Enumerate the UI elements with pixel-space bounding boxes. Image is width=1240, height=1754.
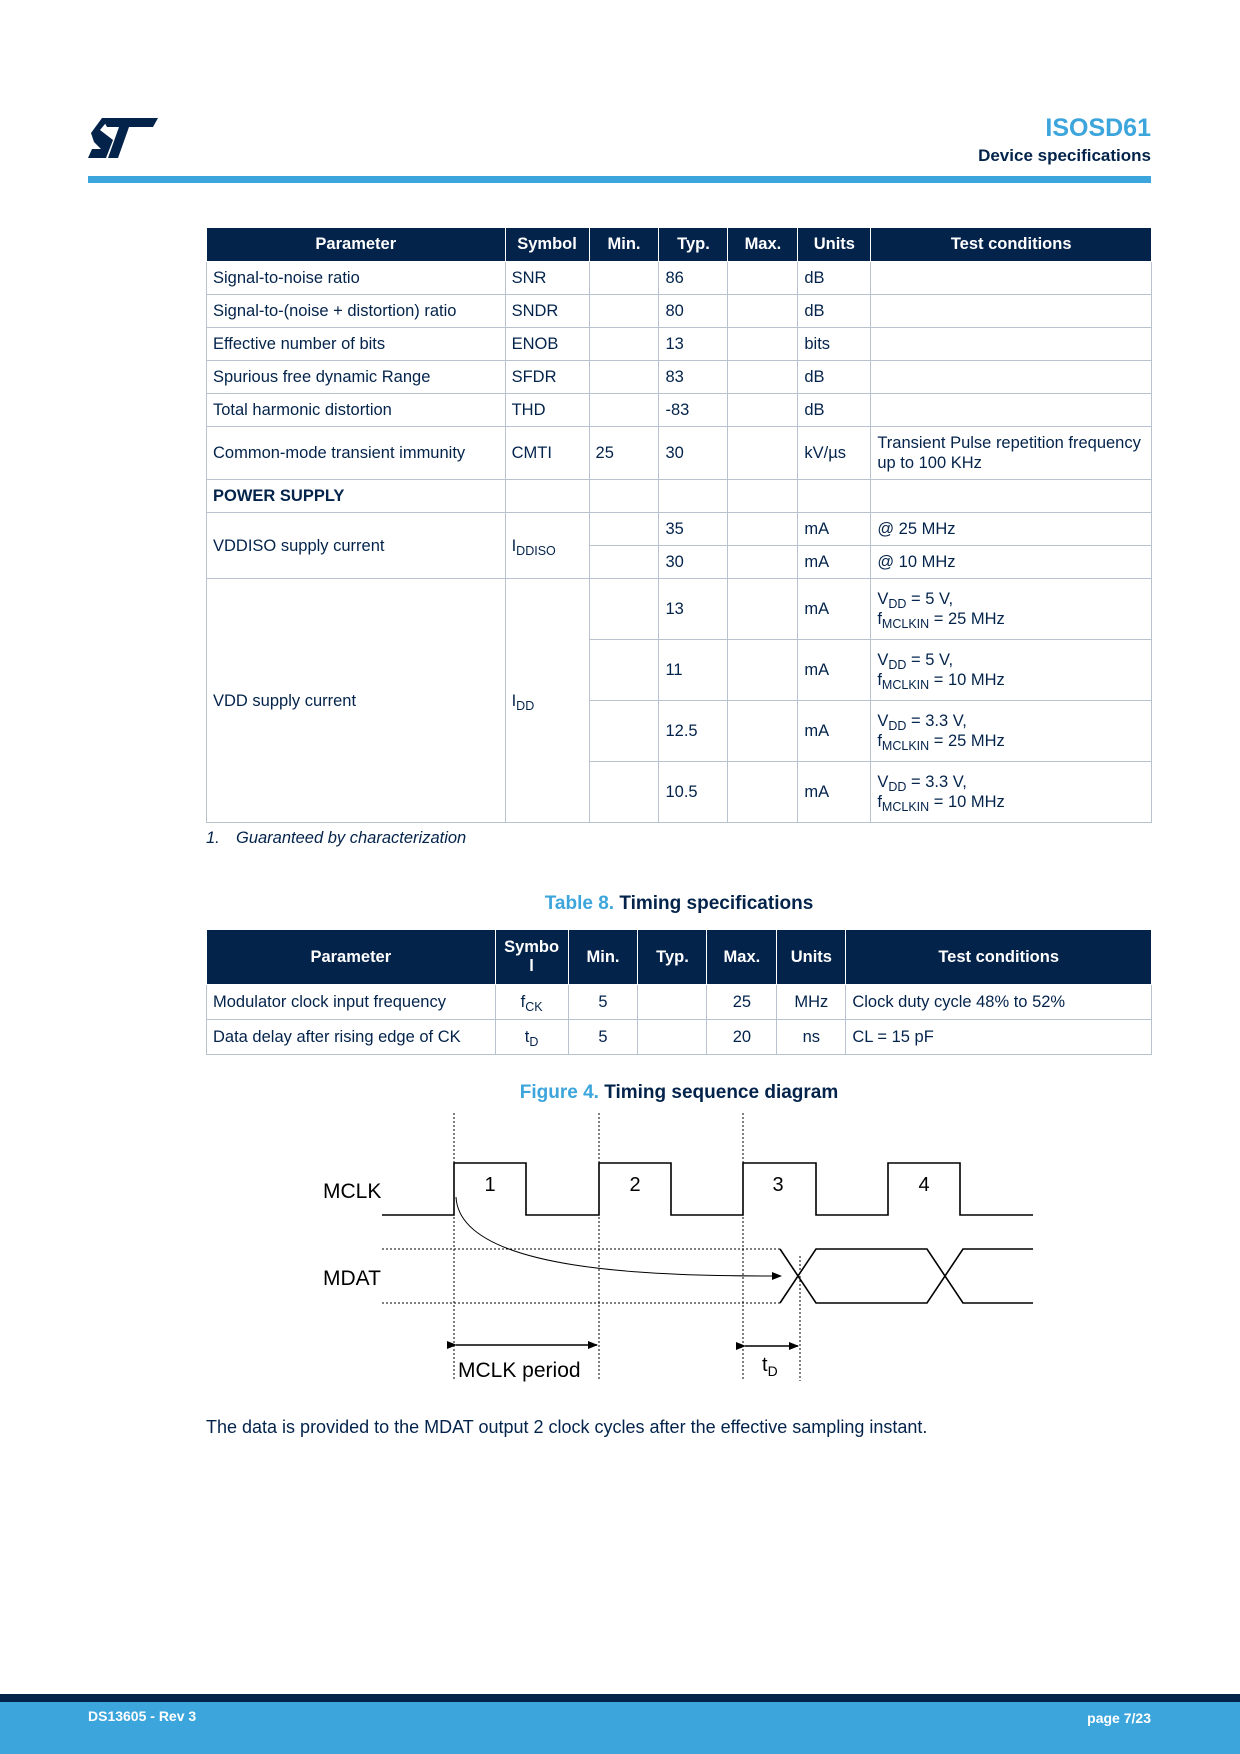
doc-revision: DS13605 - Rev 3 <box>88 1708 197 1724</box>
cell-symbol: SFDR <box>505 361 589 394</box>
cell-units: MHz <box>777 985 846 1020</box>
cell-param: Spurious free dynamic Range <box>207 361 506 394</box>
table-row <box>207 985 1152 1020</box>
cell-units: dB <box>798 361 871 394</box>
cell-empty <box>589 480 659 513</box>
caption-label: Table 8. <box>544 893 615 914</box>
cell-cond: @ 10 MHz <box>871 546 1152 579</box>
cell-cond <box>871 262 1152 295</box>
cell-units: kV/µs <box>798 427 871 480</box>
mdat-waveform <box>780 1249 1033 1303</box>
cell-cond <box>871 295 1152 328</box>
cell-param: Common-mode transient immunity <box>207 427 506 480</box>
table-header-row <box>207 228 1152 262</box>
table-row <box>207 394 1152 427</box>
cell-symbol: THD <box>505 394 589 427</box>
col-header: Symbol <box>505 228 589 262</box>
cell-min <box>589 701 659 762</box>
cell-units: ns <box>777 1020 846 1055</box>
pulse-number: 1 <box>484 1174 496 1196</box>
cell-units: dB <box>798 394 871 427</box>
symbol-main: I <box>511 536 517 555</box>
cell-typ <box>638 1020 707 1055</box>
table-footnote <box>206 829 466 848</box>
col-header: Typ. <box>659 228 728 262</box>
document-title: ISOSD61 <box>1045 114 1151 142</box>
cell-max <box>728 361 798 394</box>
cell-typ: 80 <box>659 295 728 328</box>
cell-max <box>728 762 798 823</box>
cell-max <box>728 328 798 361</box>
mdat-label: MDAT <box>323 1267 381 1290</box>
cell-symbol <box>505 513 589 579</box>
cell-cond: $V_{DD} = 3.3$ V, $f_{MCLKIN} = 25$ MHz <box>871 701 1152 762</box>
cell-max <box>728 262 798 295</box>
col-header: Units <box>777 930 846 985</box>
cell-units: mA <box>798 762 871 823</box>
cell-units: mA <box>798 640 871 701</box>
footnote-text: Guaranteed by characterization <box>236 829 467 847</box>
cell-cond: $V_{DD} = 5$ V, $f_{MCLKIN} = 25$ MHz <box>871 579 1152 640</box>
table-caption <box>206 893 1152 915</box>
cell-typ: 86 <box>659 262 728 295</box>
cell-typ: 30 <box>659 427 728 480</box>
col-header: Parameter <box>207 930 496 985</box>
cell-min: 5 <box>568 1020 638 1055</box>
cell-typ: 13 <box>659 328 728 361</box>
cell-max <box>728 295 798 328</box>
col-header: Typ. <box>638 930 707 985</box>
cell-max <box>728 579 798 640</box>
cell-cond: CL = 15 pF <box>846 1020 1152 1055</box>
st-logo <box>88 118 158 158</box>
table-row <box>207 361 1152 394</box>
table-row <box>207 513 1152 546</box>
mclk-period-label: MCLK period <box>458 1359 581 1382</box>
figure-caption <box>206 1082 1152 1104</box>
cell-typ: -83 <box>659 394 728 427</box>
electrical-characteristics-table <box>206 227 1152 823</box>
cell-empty <box>505 480 589 513</box>
col-header: Parameter <box>207 228 506 262</box>
cell-empty <box>728 480 798 513</box>
cell-max <box>728 640 798 701</box>
cell-max: 25 <box>707 985 777 1020</box>
cell-typ: 10.5 <box>659 762 728 823</box>
cell-param: VDDISO supply current <box>207 513 506 579</box>
cell-symbol <box>505 579 589 823</box>
cell-min <box>589 295 659 328</box>
caption-label: Figure 4. <box>519 1082 599 1103</box>
cell-symbol: CMTI <box>505 427 589 480</box>
timing-specifications-table <box>206 929 1152 1055</box>
cell-max <box>728 701 798 762</box>
cell-min <box>589 328 659 361</box>
table-row <box>207 328 1152 361</box>
table-header-row <box>207 930 1152 985</box>
cell-typ: 83 <box>659 361 728 394</box>
cell-max: 20 <box>707 1020 777 1055</box>
cell-min <box>589 640 659 701</box>
cell-max <box>728 546 798 579</box>
col-header: Units <box>798 228 871 262</box>
cell-typ <box>638 985 707 1020</box>
caption-title: Timing sequence diagram <box>604 1082 839 1103</box>
cell-min <box>589 394 659 427</box>
cell-typ: 11 <box>659 640 728 701</box>
td-label: $t_D$ <box>762 1354 778 1379</box>
section-title: Device specifications <box>978 146 1151 165</box>
cell-min <box>589 361 659 394</box>
cell-min <box>589 762 659 823</box>
cell-symbol: $f_{CK}$ <box>495 985 568 1020</box>
cell-min <box>589 579 659 640</box>
cell-cond <box>871 361 1152 394</box>
cell-param: Signal-to-noise ratio <box>207 262 506 295</box>
col-header: Test conditions <box>871 228 1152 262</box>
cell-symbol: SNR <box>505 262 589 295</box>
caption-title: Timing specifications <box>619 893 814 914</box>
cell-param: Modulator clock input frequency <box>207 985 496 1020</box>
footer-rule <box>0 1694 1240 1702</box>
table-row <box>207 295 1152 328</box>
cell-units: mA <box>798 579 871 640</box>
cell-max <box>728 427 798 480</box>
cell-symbol: $t_D$ <box>495 1020 568 1055</box>
col-header: Max. <box>707 930 777 985</box>
mclk-label: MCLK <box>323 1180 382 1203</box>
cell-param: VDD supply current <box>207 579 506 823</box>
table-row <box>207 427 1152 480</box>
cell-min <box>589 262 659 295</box>
cell-empty <box>798 480 871 513</box>
mclk-waveform <box>382 1163 1033 1215</box>
col-header: Test conditions <box>846 930 1152 985</box>
cell-cond: $V_{DD} = 5$ V, $f_{MCLKIN} = 10$ MHz <box>871 640 1152 701</box>
cell-cond: @ 25 MHz <box>871 513 1152 546</box>
cell-param: Total harmonic distortion <box>207 394 506 427</box>
cell-symbol: ENOB <box>505 328 589 361</box>
page-number: page 7/23 <box>1087 1710 1151 1726</box>
cell-symbol: SNDR <box>505 295 589 328</box>
cell-max <box>728 513 798 546</box>
cell-typ: 35 <box>659 513 728 546</box>
cell-min <box>589 513 659 546</box>
guide-lines <box>454 1113 800 1381</box>
cell-typ: 12.5 <box>659 701 728 762</box>
delay-arrow <box>456 1197 781 1276</box>
cell-cond: $V_{DD} = 3.3$ V, $f_{MCLKIN} = 10$ MHz <box>871 762 1152 823</box>
cell-typ: 30 <box>659 546 728 579</box>
symbol-sub: DDISO <box>516 543 556 558</box>
cell-param: Signal-to-(noise + distortion) ratio <box>207 295 506 328</box>
cell-units: mA <box>798 701 871 762</box>
cell-param: Data delay after rising edge of CK <box>207 1020 496 1055</box>
cell-units: mA <box>798 513 871 546</box>
table-row <box>207 262 1152 295</box>
cell-min <box>589 546 659 579</box>
cell-units: mA <box>798 546 871 579</box>
pulse-number: 4 <box>918 1174 930 1196</box>
cell-cond <box>871 328 1152 361</box>
col-header: Max. <box>728 228 798 262</box>
symbol-main: I <box>511 691 517 710</box>
cell-units: dB <box>798 262 871 295</box>
section-label: POWER SUPPLY <box>207 480 506 513</box>
section-row <box>207 480 1152 513</box>
symbol-sub: DD <box>516 698 535 713</box>
table-row <box>207 1020 1152 1055</box>
cell-min: 25 <box>589 427 659 480</box>
cell-typ: 13 <box>659 579 728 640</box>
cell-units: dB <box>798 295 871 328</box>
cell-empty <box>871 480 1152 513</box>
cell-units: bits <box>798 328 871 361</box>
header-rule <box>88 176 1151 183</box>
cell-min: 5 <box>568 985 638 1020</box>
col-header: Symbo l <box>495 930 568 985</box>
pulse-number: 2 <box>629 1174 641 1196</box>
cell-cond: Transient Pulse repetition frequency up to 100 KHz <box>871 427 1152 480</box>
table-row <box>207 579 1152 640</box>
timing-diagram <box>300 1113 1060 1385</box>
cell-cond: Clock duty cycle 48% to 52% <box>846 985 1152 1020</box>
cell-max <box>728 394 798 427</box>
cell-param: Effective number of bits <box>207 328 506 361</box>
col-header: Min. <box>568 930 638 985</box>
footnote-number: 1. <box>206 829 220 847</box>
body-paragraph: The data is provided to the MDAT output 2 clock cycles after the effective sampling instant. <box>206 1417 928 1437</box>
col-header: Min. <box>589 228 659 262</box>
cell-empty <box>659 480 728 513</box>
pulse-number: 3 <box>772 1174 784 1196</box>
cell-cond <box>871 394 1152 427</box>
